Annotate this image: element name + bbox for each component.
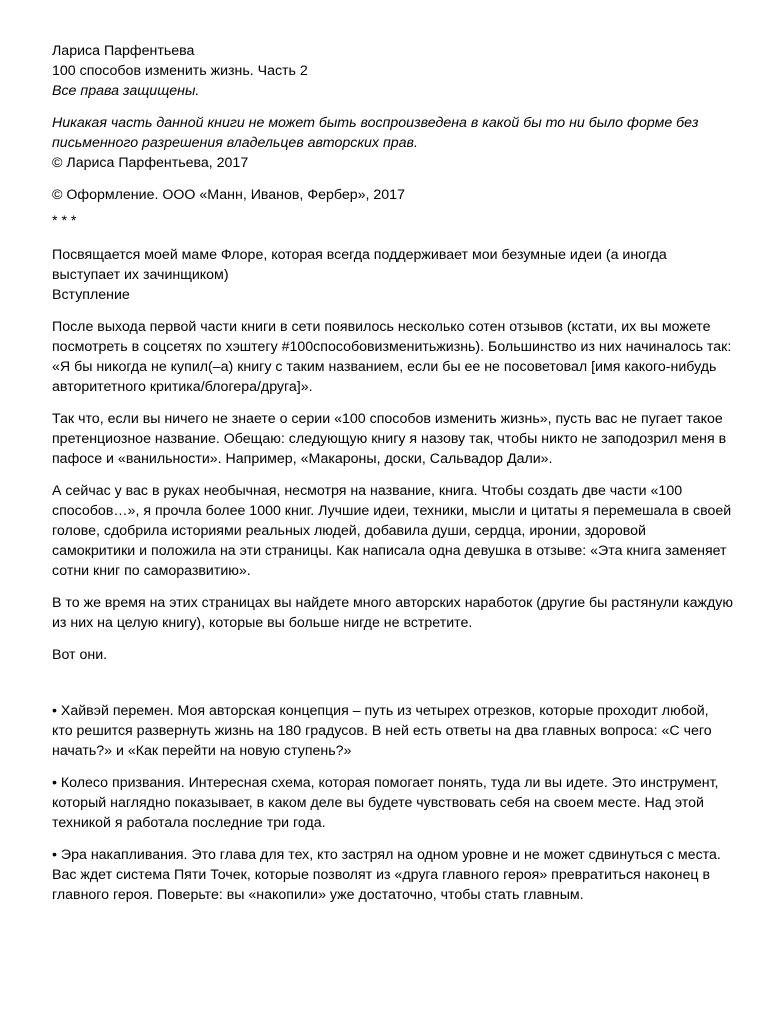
book-title: 100 способов изменить жизнь. Часть 2 (52, 63, 308, 79)
paragraph-line: из них на целую книгу), которые вы больше нигде не встретите. (52, 615, 473, 631)
author-name: Лариса Парфентьева (52, 43, 195, 59)
book-header (52, 41, 714, 81)
paragraph-line: А сейчас у вас в руках необычная, несмотря на название, книга. Чтобы создать две части «100 (52, 483, 683, 499)
bullet-line: • Эра накапливания. Это глава для тех, кто застрял на одном уровне и не может сдвинуться с места. (52, 847, 721, 863)
paragraph-line: После выхода первой части книги в сети появилось несколько сотен отзывов (кстати, их вы можете (52, 319, 711, 335)
paragraph-line: пафосе и «ванильности». Например, «Макароны, доски, Сальвадор Дали». (52, 451, 553, 467)
paragraph-line: «Я бы никогда не купил(–а) книгу с таким названием, если бы ее не посоветовал [имя какого-нибудь (52, 359, 717, 375)
bullet-line: главного героя. Поверьте: вы «накопили» уже достаточно, чтобы стать главным. (52, 887, 584, 903)
bullet-item-wheel (52, 773, 719, 833)
dedication-line: выступает их зачинщиком) (52, 267, 229, 283)
dedication (52, 245, 714, 285)
rights-reserved: Все права защищены. (52, 83, 200, 99)
paragraph-line: самокритики и положила на эти страницы. Как написала одна девушка в отзыве: «Эта книга заменяет (52, 543, 727, 559)
paragraph-line: способов…», я прочла более 1000 книг. Лучшие идеи, техники, мысли и цитаты я перемешала в своей (52, 503, 732, 519)
paragraph-line: Вот они. (52, 647, 108, 663)
intro-paragraph-2 (52, 409, 727, 469)
bullet-line: кто решится развернуть жизнь на 180 градусов. В ней есть ответы на два главных вопроса: «С чего (52, 723, 712, 739)
copyright-design: © Оформление. ООО «Манн, Иванов, Фербер», 2017 (52, 187, 405, 203)
dedication-line: Посвящается моей маме Флоре, которая всегда поддерживает мои безумные идеи (а иногда (52, 247, 667, 263)
separator: * * * (52, 213, 77, 229)
bullet-line: • Колесо призвания. Интересная схема, которая помогает понять, туда ли вы идете. Это инструмент, (52, 775, 719, 791)
rights-notice-line: письменного разрешения владельцев авторских прав. (52, 135, 418, 151)
bullet-line: начать?» и «Как перейти на новую ступень?» (52, 743, 352, 759)
bullet-line: Вас ждет система Пяти Точек, которые позволят из «друга главного героя» превратиться наконец в (52, 867, 710, 883)
paragraph-line: претенциозное название. Обещаю: следующую книгу я назову так, чтобы никто не заподозрил меня в (52, 431, 727, 447)
rights-notice-line: Никакая часть данной книги не может быть воспроизведена в какой бы то ни было форме без (52, 115, 699, 131)
bullet-line: • Хайвэй перемен. Моя авторская концепция – путь из четырех отрезков, которые проходит любой, (52, 703, 709, 719)
intro-paragraph-4 (52, 593, 734, 633)
bullet-item-highway (52, 701, 714, 761)
intro-paragraph-3 (52, 481, 732, 581)
paragraph-line: голове, сдобрила историями реальных людей, добавила души, сердца, иронии, здоровой (52, 523, 646, 539)
paragraph-line: В то же время на этих страницах вы найдете много авторских наработок (другие бы растянули каждую (52, 595, 734, 611)
document-page (52, 41, 734, 905)
paragraph-line: посмотреть в соцсетях по хэштегу #100способовизменитьжизнь). Большинство из них начиналось так: (52, 339, 732, 355)
intro-heading: Вступление (52, 287, 130, 303)
bullet-line: который наглядно показывает, в каком деле вы будете чувствовать себя на своем месте. Над этой (52, 795, 704, 811)
intro-paragraph-1 (52, 317, 732, 397)
bullet-item-era (52, 845, 721, 905)
paragraph-line: авторитетного критика/блогера/друга]». (52, 379, 313, 395)
intro-paragraph-5 (52, 645, 714, 665)
bullet-line: техникой я работала последние три года. (52, 815, 326, 831)
copyright-author: © Лариса Парфентьева, 2017 (52, 155, 249, 171)
paragraph-line: Так что, если вы ничего не знаете о серии «100 способов изменить жизнь», пусть вас не пугает такое (52, 411, 723, 427)
paragraph-line: сотни книг по саморазвитию». (52, 563, 251, 579)
rights-notice (52, 113, 714, 153)
